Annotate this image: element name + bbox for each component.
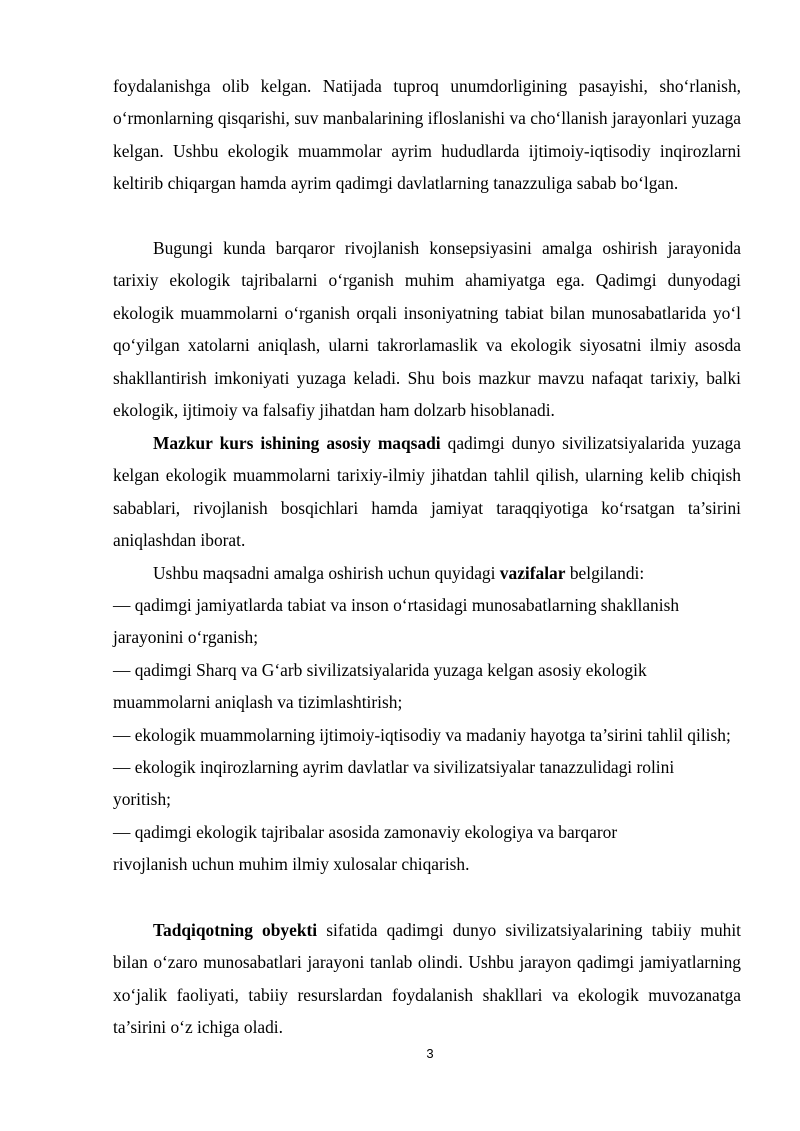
paragraph-continuation: foydalanishga olib kelgan. Natijada tuproq unumdorligining pasayishi, sho‘rlanish, o‘rmonlarning qisqarishi, suv manbalarining ifloslanishi va cho‘llanish jarayonlari yuzaga kelgan. Ushbu ekologik muammolar ayrim hududlarda ijtimoiy-iqtisodiy inqirozlarni keltirib chiqargan hamda ayrim qadimgi davlatlarning tanazzuliga sabab bo‘lgan. [113,76,741,194]
page-number: 3 [426,1046,434,1061]
paragraph-relevance: Bugungi kunda barqaror rivojlanish konsepsiyasini amalga oshirish jarayonida tarixiy ekologik tajribalarni o‘rganish muhim ahamiyatga ega. Qadimgi dunyodagi ekologik muammolarni o‘rganish orqali insoniyatning tabiat bilan munosabatlarida yo‘l qo‘yilgan xatolarni aniqlash, ularni takrorlamaslik va ekologik siyosatni ilmiy asosda shakllantirish imkoniyati yuzaga keladi. Shu bois mazkur mavzu nafaqat tarixiy, balki ekologik, ijtimoiy va falsafiy jihatdan ham dolzarb hisoblanadi. [113,238,741,421]
object-text: sifatida qadimgi dunyo sivilizatsiyalarining tabiiy muhit bilan o‘zaro munosabatlari jarayoni tanlab olindi. Ushbu jarayon qadimgi jamiyatlarning xo‘jalik faoliyati, tabiiy resurslardan foydalanish shakllari va ekologik muvozanatga ta’sirini o‘z ichiga oladi. [113,920,741,1038]
tasks-heading: vazifalar [499,563,566,583]
paragraph-tasks-intro [113,557,741,589]
tasks-intro-start: Ushbu maqsadni amalga oshirish uchun quyidagi [153,563,500,583]
goal-text: qadimgi dunyo sivilizatsiyalarida yuzaga kelgan ekologik muammolarni tarixiy-ilmiy jihatdan tahlil qilish, ularning kelib chiqish sabablari, rivojlanish bosqichlari hamda jamiyat taraqqiyotiga ko‘rsatgan ta’sirini aniqlashdan iborat. [113,433,741,551]
object-heading: Tadqiqotning obyekti [153,920,318,940]
list-item: — qadimgi ekologik tajribalar asosida zamonaviy ekologiya va barqaror rivojlanish uchun muhim ilmiy xulosalar chiqarish. [113,821,618,875]
paragraph-goal [113,427,741,557]
list-item: — qadimgi Sharq va G‘arb sivilizatsiyalarida yuzaga kelgan asosiy ekologik muammolarni aniqlash va tizimlashtirish; [113,659,647,713]
tasks-intro-end: belgilandi: [565,563,645,583]
list-item: — ekologik inqirozlarning ayrim davlatlar va sivilizatsiyalar tanazzulidagi rolini yoritish; [113,757,675,810]
list-item: — ekologik muammolarning ijtimoiy-iqtisodiy va madaniy hayotga ta’sirini tahlil qilish; [113,724,731,745]
list-item: — qadimgi jamiyatlarda tabiat va inson o‘rtasidagi munosabatlarning shakllanish jarayonini o‘rganish; [113,595,680,648]
paragraph-object [113,914,741,1044]
tasks-list [113,589,733,881]
goal-heading: Mazkur kurs ishining asosiy maqsadi [153,433,441,453]
